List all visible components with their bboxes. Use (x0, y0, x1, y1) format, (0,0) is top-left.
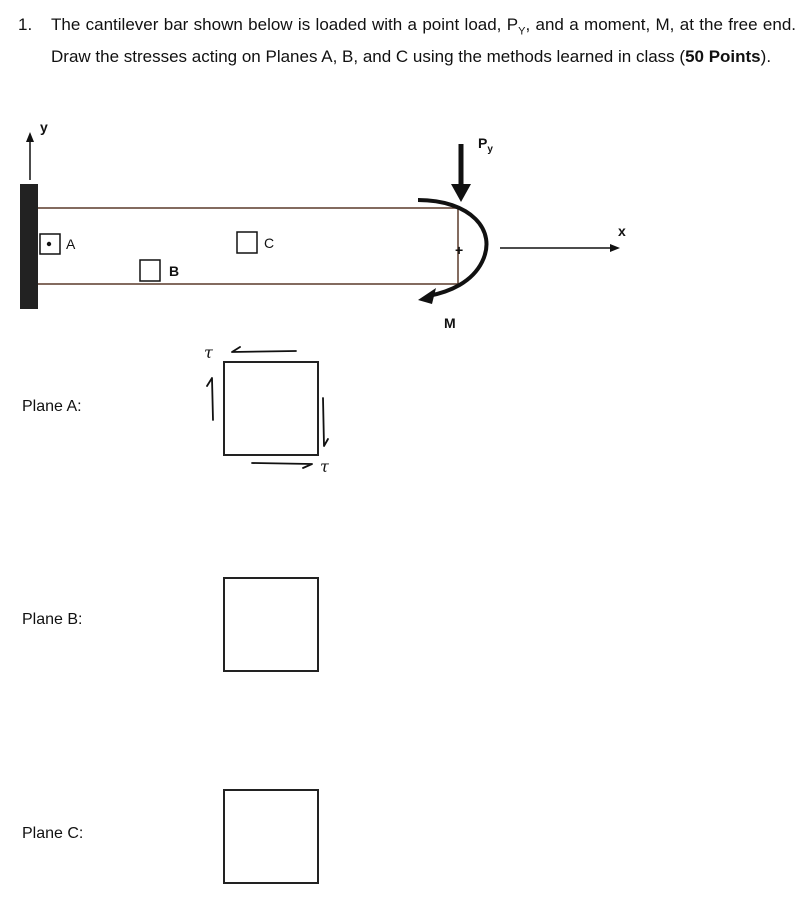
shear-right-arrow (323, 398, 328, 446)
plane-a-label: Plane A: (22, 398, 82, 415)
problem-statement (18, 12, 796, 69)
problem-number: 1. (18, 15, 33, 34)
moment-arc (418, 200, 486, 296)
moment-label: M (444, 315, 456, 331)
plane-a-element[interactable] (223, 361, 319, 456)
shear-bottom-arrow (252, 463, 312, 468)
moment-arrowhead (418, 288, 436, 304)
problem-text-after: ). (760, 47, 772, 67)
point-a-label: A (66, 236, 76, 252)
shear-left-arrow (207, 378, 213, 420)
element-b-box (140, 260, 160, 281)
plane-c-element[interactable] (223, 789, 319, 884)
tau-top-label: τ (204, 343, 213, 362)
load-label-sub: y (487, 144, 493, 155)
point-c-label: C (264, 235, 275, 251)
point-b-label: B (169, 263, 180, 279)
plane-b-label: Plane B: (22, 611, 83, 628)
load-label-p: P (478, 135, 488, 151)
y-axis-label: y (40, 119, 48, 135)
plane-c-label: Plane C: (22, 825, 84, 842)
problem-text-middle: , and a moment, M, at the free end. Draw the stresses acting on Planes A, B, and C using the methods learned in class ( (51, 15, 796, 67)
element-c-box (237, 232, 257, 253)
plane-b-element[interactable] (223, 577, 319, 672)
problem-text-before: The cantilever bar shown below is loaded with a point load, P (51, 15, 519, 34)
load-subscript: Y (518, 25, 526, 38)
y-axis-arrowhead (26, 132, 34, 142)
element-a-dot (47, 242, 51, 246)
plus-sign: + (455, 242, 464, 258)
problem-text (51, 12, 796, 69)
x-axis-label: x (618, 223, 626, 239)
fixed-wall (20, 184, 38, 309)
x-axis-arrowhead (610, 244, 620, 252)
tau-bottom-label: τ (320, 457, 329, 476)
load-label (478, 135, 493, 155)
problem-points: 50 Points (685, 47, 761, 67)
point-load-arrowhead (451, 184, 471, 202)
shear-top-arrow (232, 347, 296, 352)
cantilever-diagram (0, 110, 809, 340)
